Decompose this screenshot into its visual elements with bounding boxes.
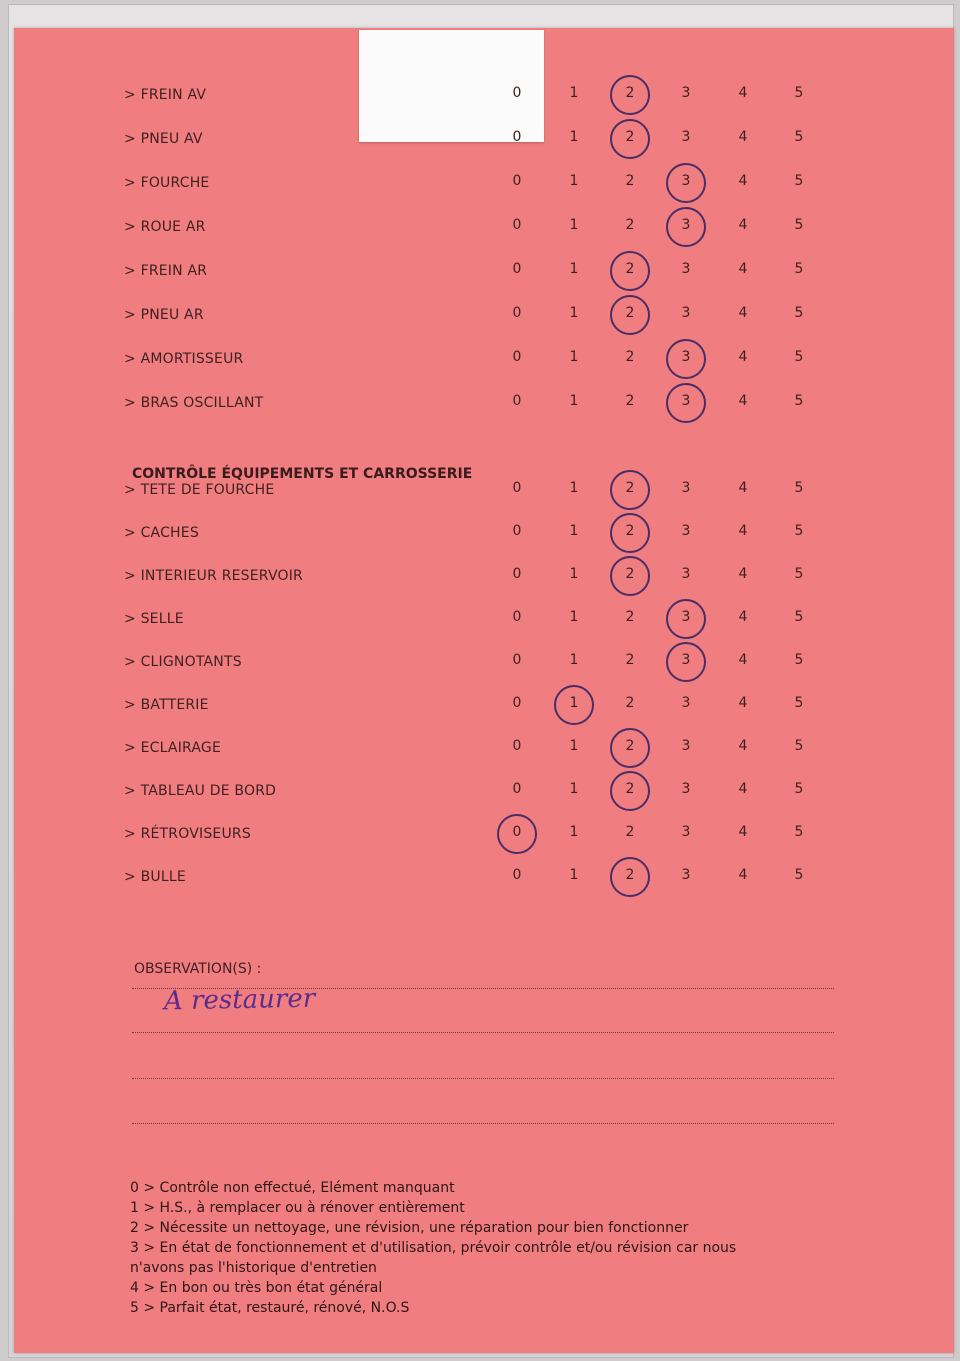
rating-option-3[interactable]: 3 (681, 695, 691, 711)
rating-row (14, 256, 954, 288)
rating-row (14, 604, 954, 636)
rating-option-0[interactable]: 0 (512, 129, 522, 145)
rating-option-4[interactable]: 4 (738, 393, 748, 409)
rating-option-5[interactable]: 5 (794, 738, 804, 754)
rating-circled-3[interactable]: 3 (671, 349, 701, 365)
rating-option-5[interactable]: 5 (794, 261, 804, 277)
legend-line: 1 > H.S., à remplacer ou à rénover entièrement (130, 1200, 465, 1216)
rating-row (14, 561, 954, 593)
rating-option-3[interactable]: 3 (681, 523, 691, 539)
rating-row (14, 300, 954, 332)
rating-option-0[interactable]: 0 (512, 867, 522, 883)
rating-option-4[interactable]: 4 (738, 523, 748, 539)
rating-circled-2[interactable]: 2 (615, 566, 645, 582)
legend-line: 0 > Contrôle non effectué, Elément manquant (130, 1180, 455, 1196)
rating-row (14, 344, 954, 376)
rating-option-1[interactable]: 1 (569, 261, 579, 277)
rating-option-0[interactable]: 0 (512, 349, 522, 365)
rating-circled-2[interactable]: 2 (615, 781, 645, 797)
rating-option-0[interactable]: 0 (512, 217, 522, 233)
rating-option-3[interactable]: 3 (681, 566, 691, 582)
rating-option-5[interactable]: 5 (794, 85, 804, 101)
rating-row (14, 647, 954, 679)
rating-option-2[interactable]: 2 (625, 824, 635, 840)
rating-option-2[interactable]: 2 (625, 695, 635, 711)
rating-option-1[interactable]: 1 (569, 609, 579, 625)
rating-option-4[interactable]: 4 (738, 217, 748, 233)
row-label: > BATTERIE (124, 697, 209, 713)
rating-circled-2[interactable]: 2 (615, 261, 645, 277)
rating-option-3[interactable]: 3 (681, 781, 691, 797)
rating-option-5[interactable]: 5 (794, 523, 804, 539)
rating-circled-3[interactable]: 3 (671, 173, 701, 189)
rating-option-3[interactable]: 3 (681, 261, 691, 277)
rating-option-5[interactable]: 5 (794, 349, 804, 365)
rating-row (14, 80, 954, 112)
rating-option-2[interactable]: 2 (625, 393, 635, 409)
legend-line: 2 > Nécessite un nettoyage, une révision, une réparation pour bien fonctionner (130, 1220, 689, 1236)
rating-option-1[interactable]: 1 (569, 738, 579, 754)
rating-circled-1[interactable]: 1 (559, 695, 589, 711)
rating-row (14, 776, 954, 808)
rating-option-4[interactable]: 4 (738, 305, 748, 321)
rating-row (14, 124, 954, 156)
rating-option-0[interactable]: 0 (512, 609, 522, 625)
rating-option-1[interactable]: 1 (569, 652, 579, 668)
rating-option-0[interactable]: 0 (512, 261, 522, 277)
rating-row (14, 212, 954, 244)
row-label: > FOURCHE (124, 175, 210, 191)
row-label: > TETE DE FOURCHE (124, 482, 275, 498)
row-label: > RÉTROVISEURS (124, 826, 251, 842)
rating-option-1[interactable]: 1 (569, 173, 579, 189)
rating-circled-2[interactable]: 2 (615, 480, 645, 496)
rating-option-5[interactable]: 5 (794, 393, 804, 409)
rating-option-2[interactable]: 2 (625, 609, 635, 625)
rating-option-0[interactable]: 0 (512, 566, 522, 582)
rating-option-5[interactable]: 5 (794, 695, 804, 711)
row-label: > FREIN AR (124, 263, 208, 279)
observation-line (132, 988, 834, 989)
inspection-sheet (14, 28, 954, 1353)
rating-option-1[interactable]: 1 (569, 129, 579, 145)
rating-option-5[interactable]: 5 (794, 652, 804, 668)
rating-row (14, 733, 954, 765)
rating-circled-3[interactable]: 3 (671, 217, 701, 233)
rating-option-5[interactable]: 5 (794, 173, 804, 189)
legend-line: 3 > En état de fonctionnement et d'utilisation, prévoir contrôle et/ou révision car nous (130, 1240, 737, 1256)
row-label: > ECLAIRAGE (124, 740, 222, 756)
rating-option-4[interactable]: 4 (738, 173, 748, 189)
rating-option-2[interactable]: 2 (625, 173, 635, 189)
rating-option-4[interactable]: 4 (738, 85, 748, 101)
rating-row (14, 819, 954, 851)
legend-line: 5 > Parfait état, restauré, rénové, N.O.S (130, 1300, 410, 1316)
rating-option-3[interactable]: 3 (681, 824, 691, 840)
observations-handwriting: A restaurer (163, 983, 316, 1017)
rating-option-4[interactable]: 4 (738, 867, 748, 883)
legend-line: 4 > En bon ou très bon état général (130, 1280, 383, 1296)
rating-option-4[interactable]: 4 (738, 480, 748, 496)
rating-option-0[interactable]: 0 (512, 173, 522, 189)
rating-option-2[interactable]: 2 (625, 217, 635, 233)
rating-circled-0[interactable]: 0 (502, 824, 532, 840)
rating-option-5[interactable]: 5 (794, 480, 804, 496)
row-label: > INTERIEUR RESERVOIR (124, 568, 303, 584)
rating-option-5[interactable]: 5 (794, 566, 804, 582)
rating-option-1[interactable]: 1 (569, 393, 579, 409)
rating-option-1[interactable]: 1 (569, 523, 579, 539)
rating-option-5[interactable]: 5 (794, 217, 804, 233)
row-label: > PNEU AR (124, 307, 204, 323)
rating-option-2[interactable]: 2 (625, 652, 635, 668)
rating-option-1[interactable]: 1 (569, 217, 579, 233)
row-label: > AMORTISSEUR (124, 351, 244, 367)
rating-option-0[interactable]: 0 (512, 523, 522, 539)
rating-option-5[interactable]: 5 (794, 867, 804, 883)
legend-line: n'avons pas l'historique d'entretien (130, 1260, 377, 1276)
rating-option-4[interactable]: 4 (738, 652, 748, 668)
row-label: > ROUE AR (124, 219, 206, 235)
rating-option-4[interactable]: 4 (738, 566, 748, 582)
row-label: > PNEU AV (124, 131, 203, 147)
rating-circled-2[interactable]: 2 (615, 523, 645, 539)
rating-option-5[interactable]: 5 (794, 609, 804, 625)
observations-label: OBSERVATION(S) : (134, 961, 262, 977)
rating-option-4[interactable]: 4 (738, 781, 748, 797)
rating-option-0[interactable]: 0 (512, 480, 522, 496)
observation-line (132, 1032, 834, 1033)
rating-option-1[interactable]: 1 (569, 566, 579, 582)
rating-option-5[interactable]: 5 (794, 305, 804, 321)
row-label: > TABLEAU DE BORD (124, 783, 277, 799)
rating-option-3[interactable]: 3 (681, 738, 691, 754)
rating-option-4[interactable]: 4 (738, 261, 748, 277)
rating-option-0[interactable]: 0 (512, 652, 522, 668)
rating-row (14, 862, 954, 894)
observation-line (132, 1123, 834, 1124)
row-label: > CLIGNOTANTS (124, 654, 242, 670)
rating-option-4[interactable]: 4 (738, 129, 748, 145)
rating-option-0[interactable]: 0 (512, 695, 522, 711)
rating-option-4[interactable]: 4 (738, 695, 748, 711)
rating-circled-2[interactable]: 2 (615, 305, 645, 321)
row-label: > SELLE (124, 611, 184, 627)
rating-row (14, 388, 954, 420)
rating-option-3[interactable]: 3 (681, 867, 691, 883)
rating-option-0[interactable]: 0 (512, 393, 522, 409)
rating-row (14, 690, 954, 722)
rating-option-1[interactable]: 1 (569, 824, 579, 840)
rating-circled-2[interactable]: 2 (615, 738, 645, 754)
rating-option-5[interactable]: 5 (794, 129, 804, 145)
rating-option-1[interactable]: 1 (569, 480, 579, 496)
rating-circled-2[interactable]: 2 (615, 85, 645, 101)
rating-option-2[interactable]: 2 (625, 349, 635, 365)
rating-option-4[interactable]: 4 (738, 349, 748, 365)
rating-option-3[interactable]: 3 (681, 129, 691, 145)
rating-option-0[interactable]: 0 (512, 738, 522, 754)
rating-option-3[interactable]: 3 (681, 480, 691, 496)
section-title: CONTRÔLE ÉQUIPEMENTS ET CARROSSERIE (132, 466, 473, 482)
rating-row (14, 518, 954, 550)
rating-circled-3[interactable]: 3 (671, 609, 701, 625)
row-label: > FREIN AV (124, 87, 207, 103)
rating-option-0[interactable]: 0 (512, 85, 522, 101)
row-label: > CACHES (124, 525, 199, 541)
rating-option-1[interactable]: 1 (569, 781, 579, 797)
rating-option-0[interactable]: 0 (512, 305, 522, 321)
row-label: > BRAS OSCILLANT (124, 395, 264, 411)
rating-option-5[interactable]: 5 (794, 824, 804, 840)
rating-option-0[interactable]: 0 (512, 781, 522, 797)
rating-option-5[interactable]: 5 (794, 781, 804, 797)
rating-option-4[interactable]: 4 (738, 824, 748, 840)
rating-row (14, 168, 954, 200)
rating-option-1[interactable]: 1 (569, 85, 579, 101)
rating-option-1[interactable]: 1 (569, 867, 579, 883)
row-label: > BULLE (124, 869, 186, 885)
rating-option-1[interactable]: 1 (569, 305, 579, 321)
rating-option-3[interactable]: 3 (681, 85, 691, 101)
rating-circled-3[interactable]: 3 (671, 652, 701, 668)
rating-circled-2[interactable]: 2 (615, 129, 645, 145)
rating-circled-2[interactable]: 2 (615, 867, 645, 883)
rating-row (14, 475, 954, 507)
rating-option-4[interactable]: 4 (738, 738, 748, 754)
rating-circled-3[interactable]: 3 (671, 393, 701, 409)
observation-line (132, 1078, 834, 1079)
rating-option-1[interactable]: 1 (569, 349, 579, 365)
rating-option-4[interactable]: 4 (738, 609, 748, 625)
rating-option-3[interactable]: 3 (681, 305, 691, 321)
